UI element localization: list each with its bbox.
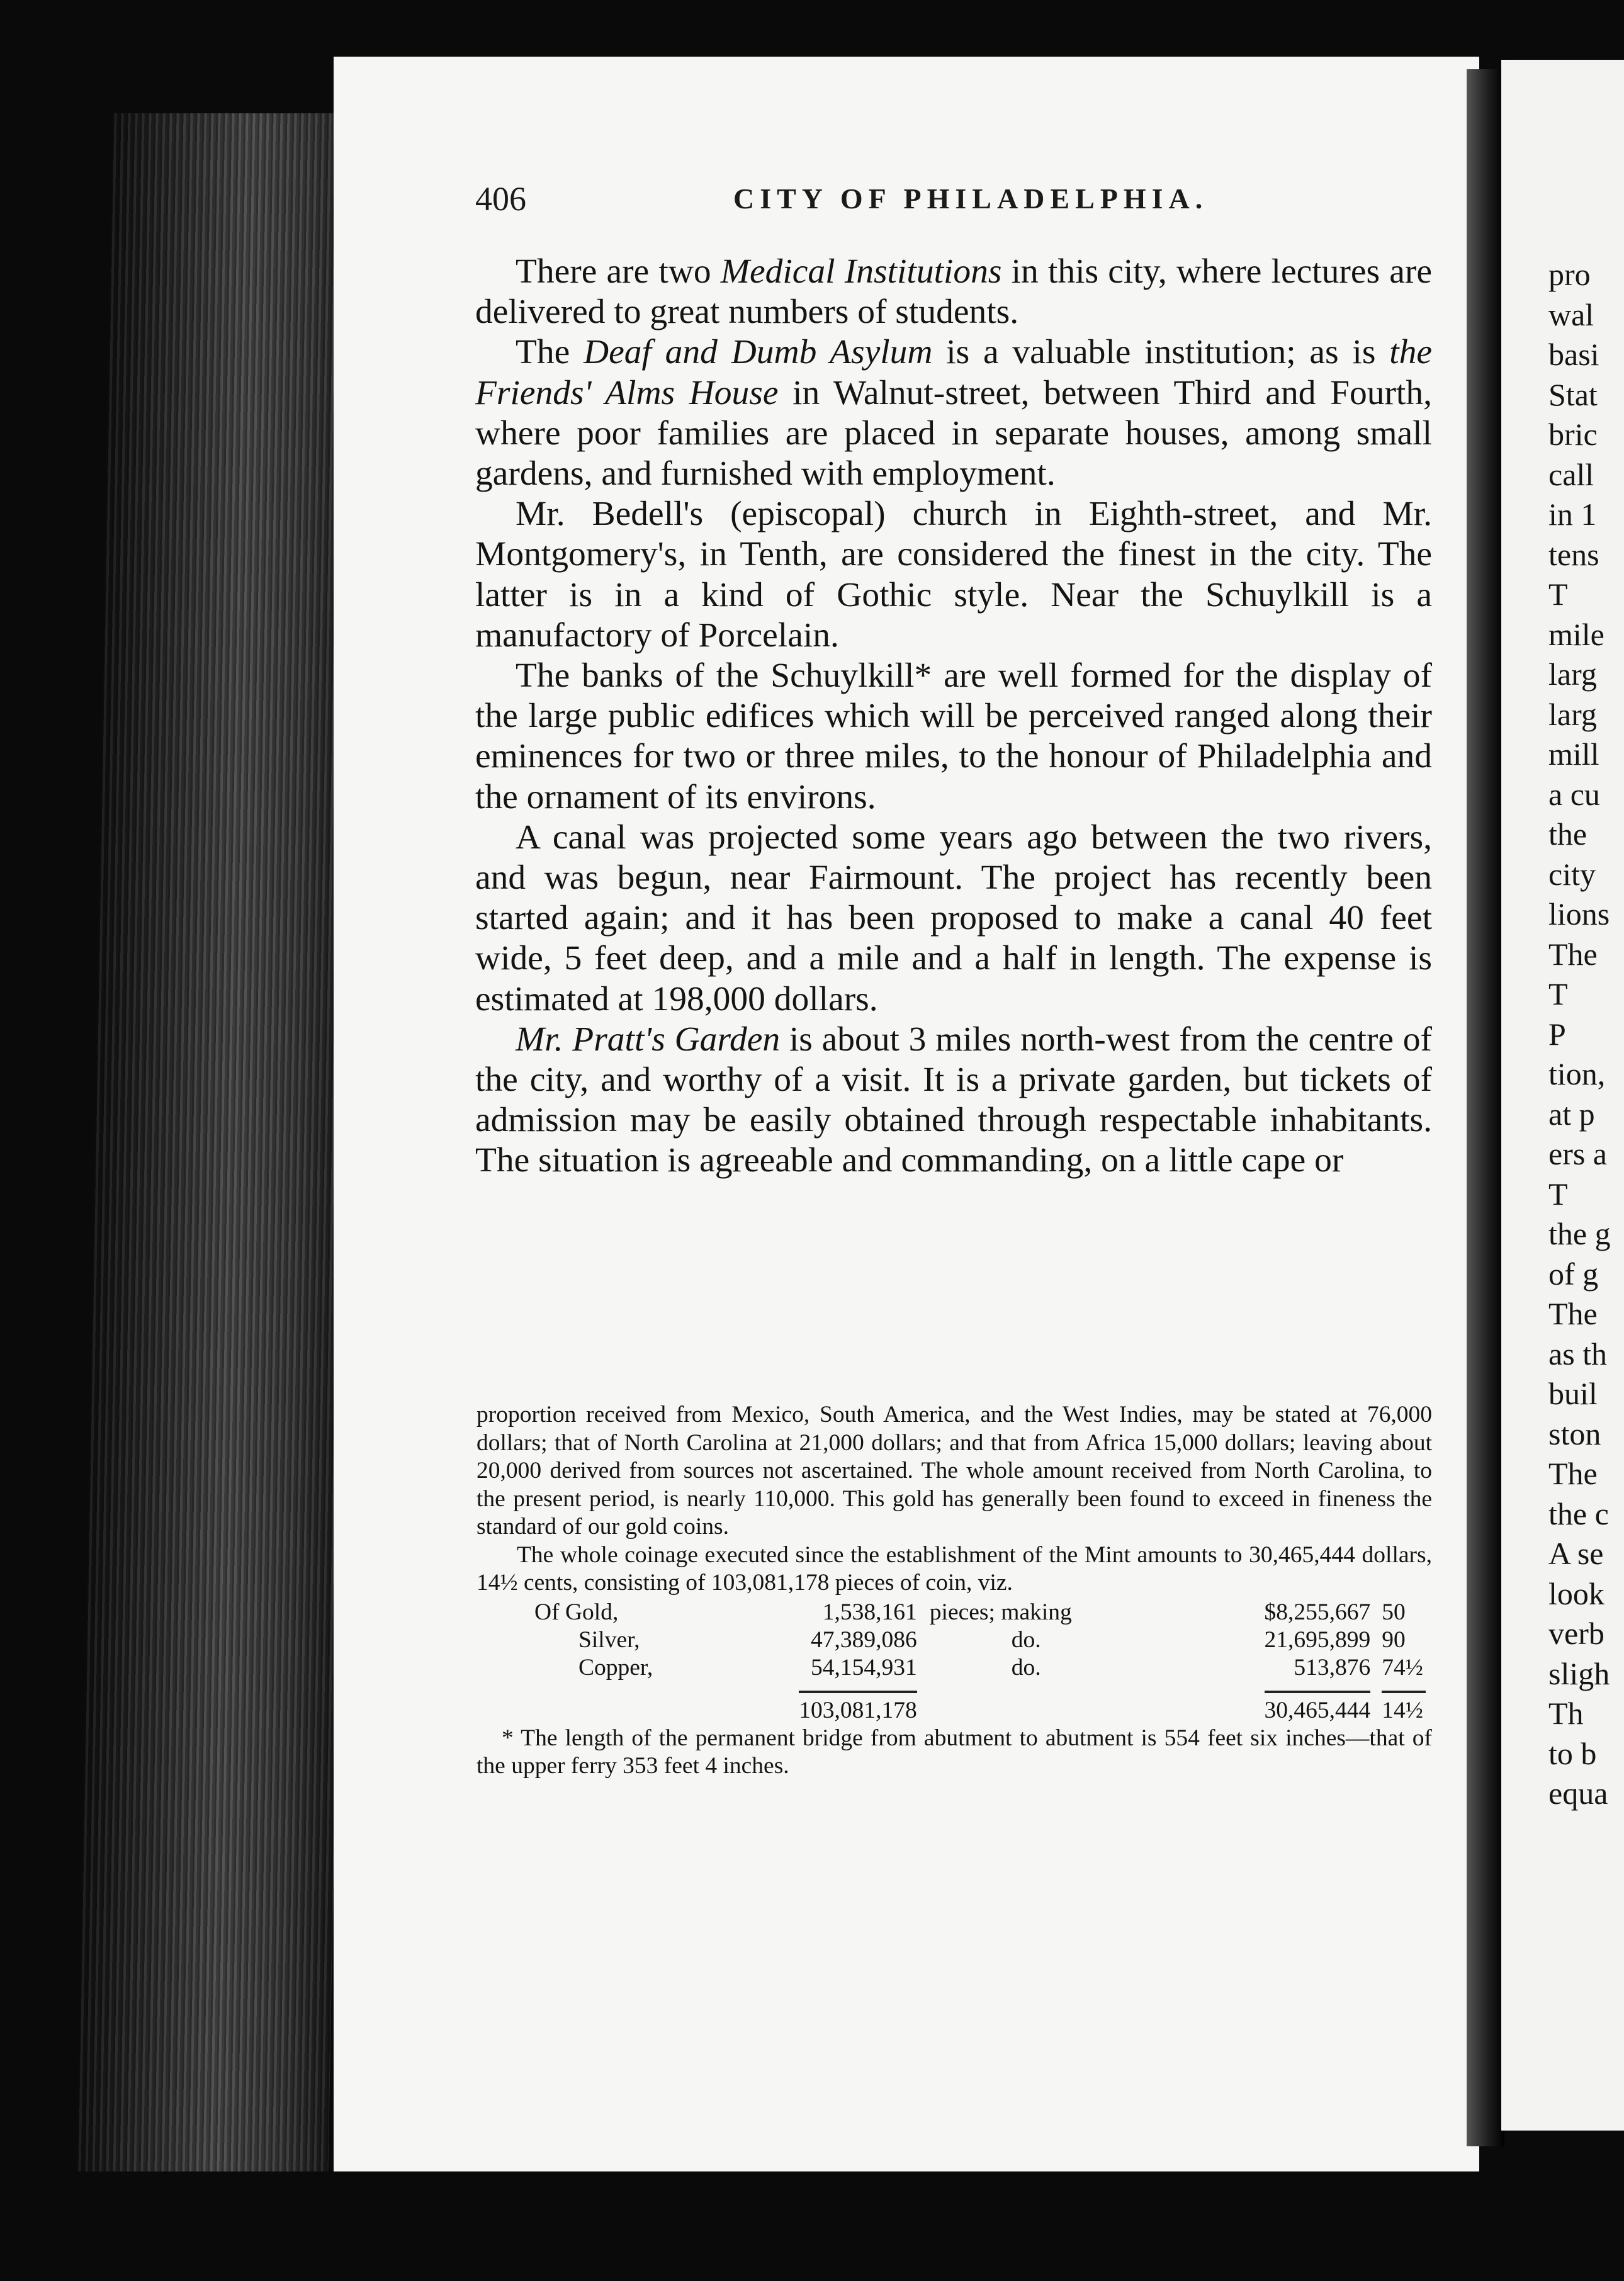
cell-total-cents: 14½	[1382, 1691, 1432, 1725]
facing-page-line: sligh	[1548, 1655, 1610, 1691]
cell-cents: 74½	[1382, 1654, 1423, 1681]
facing-page-line: The	[1548, 936, 1598, 972]
table-total-row	[534, 1691, 1432, 1725]
cell-unit: do.	[1011, 1626, 1041, 1653]
cell-amount: $8,255,667	[1264, 1599, 1371, 1625]
facing-page-line: at p	[1548, 1096, 1595, 1132]
body-text	[475, 252, 1432, 1181]
cell-cents: 50	[1382, 1599, 1406, 1625]
cell-unit: pieces; making	[929, 1599, 1072, 1625]
emphasis-friends-alms-house: the Friends' Alms House	[475, 333, 1432, 412]
facing-page-line: the	[1548, 816, 1587, 852]
facing-page-line: of g	[1548, 1256, 1599, 1292]
cell-unit: do.	[1011, 1654, 1041, 1681]
cell-total-amount: 30,465,444	[1209, 1691, 1382, 1725]
facing-page-text	[1548, 255, 1611, 1814]
page-gutter-shadow	[1467, 69, 1504, 2146]
facing-page-line: tion,	[1548, 1056, 1606, 1091]
cell-total-pieces: 103,081,178	[761, 1691, 930, 1725]
facing-page-line: look	[1548, 1575, 1604, 1611]
facing-page-line: as th	[1548, 1336, 1608, 1371]
coinage-table	[534, 1599, 1432, 1725]
facing-page-line: city	[1548, 856, 1596, 892]
emphasis-deaf-and-dumb-asylum: Deaf and Dumb Asylum	[584, 333, 933, 372]
paragraph-canal: A canal was projected some years ago between the two rivers, and was begun, near Fairmount. The project has recently been started again; and it has been proposed to make a canal 40 feet wide, 5 feet deep, and a mile and a half in length. The expense is estimated at 198,000 dollars.	[475, 818, 1432, 1018]
facing-page-line: mile	[1548, 616, 1604, 652]
cell-pieces: 54,154,931	[811, 1654, 917, 1681]
facing-page	[1501, 60, 1624, 2131]
facing-page-line: wal	[1548, 296, 1594, 332]
facing-page-line: ston	[1548, 1416, 1601, 1451]
facing-page-line: larg	[1548, 696, 1597, 732]
emphasis-medical-institutions: Medical Institutions	[720, 252, 1002, 291]
facing-page-line: pro	[1548, 257, 1591, 292]
notes-section	[476, 1401, 1432, 1781]
facing-page-line: Stat	[1548, 376, 1598, 412]
cell-pieces: 1,538,161	[822, 1599, 917, 1625]
facing-page-line: ers a	[1548, 1136, 1607, 1171]
facing-page-line: P	[1548, 1016, 1566, 1052]
table-row	[534, 1599, 1432, 1626]
cell-amount: 21,695,899	[1264, 1626, 1371, 1653]
facing-page-line: basi	[1548, 337, 1599, 372]
footnote-bridge-length: * The length of the permanent bridge from abutment to abutment is 554 feet six inches—that of the upper ferry 353 feet 4 inches.	[476, 1725, 1432, 1779]
facing-page-line: call	[1548, 456, 1594, 492]
cell-amount: 513,876	[1294, 1654, 1371, 1681]
facing-page-line: verb	[1548, 1616, 1604, 1651]
facing-page-line: a cu	[1548, 776, 1600, 812]
facing-page-line: tens	[1548, 536, 1599, 572]
running-head	[475, 179, 1432, 223]
page-number: 406	[475, 180, 526, 218]
facing-page-line: the c	[1548, 1495, 1609, 1531]
cell-pieces: 47,389,086	[811, 1626, 917, 1653]
paragraph-churches: Mr. Bedell's (episcopal) church in Eighth-street, and Mr. Montgomery's, in Tenth, are considered the finest in the city. The latter is in a kind of Gothic style. Near the Schuylkill is a manufactory of Porcelain.	[475, 495, 1432, 655]
facing-page-line: mill	[1548, 736, 1599, 772]
facing-page-line: to b	[1548, 1735, 1597, 1771]
paragraph-schuylkill-banks: The banks of the Schuylkill* are well formed for the display of the large public edifices which will be perceived ranged along their eminences for two or three miles, to the honour of Philadelphia and the ornament of its environs.	[475, 656, 1432, 816]
facing-page-line: bric	[1548, 417, 1598, 452]
emphasis-pratts-garden: Mr. Pratt's Garden	[516, 1020, 781, 1059]
facing-page-line: The	[1548, 1456, 1598, 1491]
book-binding-edge	[76, 113, 364, 2171]
cell-cents: 90	[1382, 1626, 1406, 1653]
table-row	[534, 1654, 1432, 1682]
facing-page-line: lions	[1548, 896, 1610, 932]
running-title: CITY OF PHILADELPHIA.	[733, 183, 1209, 215]
facing-page-line: A se	[1548, 1536, 1604, 1571]
facing-page-line: T	[1548, 577, 1568, 612]
cell-metal: Silver,	[578, 1626, 640, 1653]
note-gold-proportion: proportion received from Mexico, South America, and the West Indies, may be stated at 76,000 dollars; that of North Carolina at 21,000 dollars; and that from Africa 15,000 dollars; leaving about 20,000 derived from sources not ascertained. The whole amount received from North Carolina, to the present period, is nearly 110,000. This gold has generally been found to exceed in fineness the standard of our gold coins.	[476, 1402, 1432, 1540]
facing-page-line: in 1	[1548, 497, 1597, 532]
facing-page-line: equa	[1548, 1776, 1608, 1811]
cell-metal: Copper,	[578, 1654, 653, 1681]
cell-metal: Of Gold,	[534, 1599, 619, 1625]
paragraph-deaf-and-dumb-asylum: The Deaf and Dumb Asylum is a valuable institution; as is the Friends' Alms House in Walnut-street, between Third and Fourth, where poor families are placed in separate houses, among small gardens, and furnished with employment.	[475, 333, 1432, 493]
facing-page-line: buil	[1548, 1376, 1598, 1411]
facing-page-line: T	[1548, 976, 1568, 1011]
facing-page-line: The	[1548, 1296, 1598, 1331]
table-spacer-row	[534, 1682, 1432, 1691]
facing-page-line: larg	[1548, 656, 1597, 692]
paragraph-pratts-garden: Mr. Pratt's Garden is about 3 miles north-west from the centre of the city, and worthy of a visit. It is a private garden, but tickets of admission may be easily obtained through respectable inhabitants. The situation is agreeable and commanding, on a little cape or	[475, 1020, 1432, 1180]
facing-page-line: Th	[1548, 1696, 1584, 1731]
table-row	[534, 1626, 1432, 1654]
note-mint-coinage: The whole coinage executed since the establishment of the Mint amounts to 30,465,444 dollars, 14½ cents, consisting of 103,081,178 pieces of coin, viz.	[476, 1541, 1432, 1596]
paragraph-medical-institutions: There are two Medical Institutions in this city, where lectures are delivered to great numbers of students.	[475, 252, 1432, 332]
facing-page-line: T	[1548, 1176, 1568, 1212]
facing-page-line: the g	[1548, 1216, 1611, 1251]
